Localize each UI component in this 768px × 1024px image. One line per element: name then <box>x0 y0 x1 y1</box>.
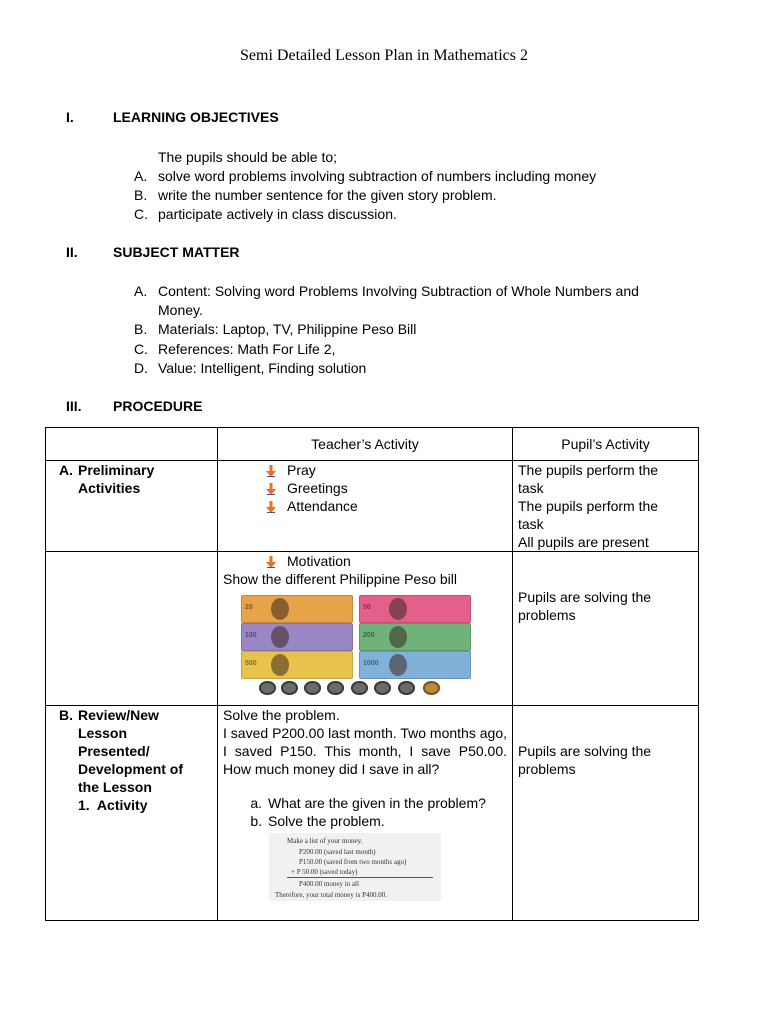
pupil-line: The pupils perform the <box>518 498 659 514</box>
worksheet-sum-rule <box>287 877 433 878</box>
label-line: Activities <box>78 480 141 496</box>
arrow-bullet-icon <box>266 465 276 477</box>
subject-marker: A. <box>134 283 148 299</box>
label-line: Lesson <box>78 725 128 741</box>
list-item <box>287 497 507 515</box>
table-row <box>46 706 699 921</box>
pupil-line: task <box>518 516 544 532</box>
bill-portrait <box>271 654 289 676</box>
pupil-line: problems <box>518 607 576 623</box>
subject-marker: D. <box>134 360 148 376</box>
question-text: What are the given in the problem? <box>268 795 486 811</box>
worksheet-image <box>269 833 441 901</box>
subject-item: References: Math For Life 2, <box>158 341 336 357</box>
section-number-subject: II. <box>66 244 78 260</box>
peso-bill <box>359 651 471 679</box>
peso-bill <box>241 651 353 679</box>
list-item <box>287 461 507 479</box>
list-item <box>223 812 507 830</box>
section-title-subject: SUBJECT MATTER <box>113 244 240 260</box>
label-line: Preliminary <box>78 462 155 478</box>
bill-value: 20 <box>245 604 253 611</box>
worksheet-line: + P 50.00 (saved today) <box>291 868 358 876</box>
table-row <box>46 552 699 706</box>
arrow-bullet-icon <box>266 556 276 568</box>
arrow-bullet-icon <box>266 501 276 513</box>
motivation-text: Show the different Philippine Peso bill <box>223 571 458 587</box>
list-item <box>287 552 507 570</box>
objective-item: write the number sentence for the given story problem. <box>158 187 497 203</box>
problem-statement: I saved P200.00 last month. Two months ago, I saved P150. This month, I save P50.00. How much money did I save in all? <box>223 725 507 777</box>
question-marker: a. <box>250 795 262 811</box>
subject-item-continued: Money. <box>158 302 203 318</box>
peso-coin <box>259 681 276 695</box>
subject-item: Content: Solving word Problems Involving Subtraction of Whole Numbers and <box>158 283 639 299</box>
list-item <box>223 794 507 812</box>
pupil-line: All pupils are present <box>518 534 649 550</box>
teacher-bullet-list <box>223 552 507 570</box>
worksheet-line: Therefore, your total money is P400.00. <box>275 891 387 899</box>
worksheet-line: P200.00 (saved last month) <box>299 848 376 856</box>
pupil-activity-cell <box>513 706 699 921</box>
teacher-activity-cell <box>218 552 513 706</box>
bill-portrait <box>389 598 407 620</box>
subject-marker: B. <box>134 321 148 337</box>
teacher-activity-cell <box>218 461 513 552</box>
peso-coin <box>281 681 298 695</box>
pupil-line: Pupils are solving the <box>518 743 652 759</box>
objective-item: solve word problems involving subtraction of numbers including money <box>158 168 597 184</box>
subject-item: Value: Intelligent, Finding solution <box>158 360 367 376</box>
table-header-row <box>46 428 699 461</box>
bullet-text: Pray <box>287 462 316 478</box>
bullet-text: Greetings <box>287 480 348 496</box>
pupil-line: The pupils perform the <box>518 462 659 478</box>
objectives-intro: The pupils should be able to; <box>158 149 338 165</box>
pupil-line: problems <box>518 761 576 777</box>
peso-coin <box>423 681 440 695</box>
objective-marker: A. <box>134 168 148 184</box>
subject-marker: C. <box>134 341 148 357</box>
section-number-procedure: III. <box>66 398 82 414</box>
peso-coin <box>327 681 344 695</box>
section-number-objectives: I. <box>66 109 74 125</box>
question-marker: b. <box>250 813 262 829</box>
bullet-text: Motivation <box>287 553 351 569</box>
objective-marker: C. <box>134 206 148 222</box>
question-list <box>223 794 507 830</box>
peso-bill <box>241 623 353 651</box>
bill-portrait <box>389 654 407 676</box>
worksheet-line: Make a list of your money. <box>287 837 363 845</box>
row-label-cell <box>46 706 218 921</box>
subject-item: Materials: Laptop, TV, Philippine Peso Bill <box>158 321 417 337</box>
table-row <box>46 461 699 552</box>
pupil-activity-cell <box>513 461 699 552</box>
worksheet-line: P150.00 (saved from two months ago) <box>299 858 407 866</box>
peso-coin <box>374 681 391 695</box>
row-label <box>51 461 212 497</box>
objective-marker: B. <box>134 187 148 203</box>
row-label-marker: A. <box>59 462 73 478</box>
peso-coin <box>351 681 368 695</box>
peso-coin <box>304 681 321 695</box>
bill-portrait <box>271 598 289 620</box>
bill-portrait <box>389 626 407 648</box>
worksheet-line: P400.00 money in all <box>299 880 359 888</box>
list-item <box>287 479 507 497</box>
bill-portrait <box>271 626 289 648</box>
pupil-activity-cell <box>513 552 699 706</box>
objective-item: participate actively in class discussion. <box>158 206 397 222</box>
question-text: Solve the problem. <box>268 813 385 829</box>
section-title-objectives: LEARNING OBJECTIVES <box>113 109 279 125</box>
peso-coin <box>398 681 415 695</box>
teacher-bullet-list <box>223 461 507 515</box>
header-teacher-activity: Teacher’s Activity <box>218 428 513 461</box>
bill-value: 1000 <box>363 660 379 667</box>
peso-bill <box>359 595 471 623</box>
arrow-bullet-icon <box>266 483 276 495</box>
label-sub-item: 1. Activity <box>78 797 148 813</box>
row-label-text <box>78 706 183 814</box>
row-label-cell-empty <box>46 552 218 706</box>
row-label-marker: B. <box>59 707 73 723</box>
label-line: the Lesson <box>78 779 152 795</box>
row-label-cell <box>46 461 218 552</box>
pupil-line: task <box>518 480 544 496</box>
bill-value: 100 <box>245 632 257 639</box>
document-title: Semi Detailed Lesson Plan in Mathematics 2 <box>240 47 528 64</box>
row-label-text <box>78 461 154 497</box>
peso-bills-image <box>241 595 473 705</box>
procedure-table <box>45 427 699 921</box>
problem-heading: Solve the problem. <box>223 707 340 723</box>
bill-value: 50 <box>363 604 371 611</box>
header-cell-empty <box>46 428 218 461</box>
pupil-line: Pupils are solving the <box>518 589 652 605</box>
label-line: Review/New <box>78 707 159 723</box>
bullet-text: Attendance <box>287 498 358 514</box>
header-pupil-activity: Pupil’s Activity <box>513 428 699 461</box>
bill-value: 200 <box>363 632 375 639</box>
label-line: Presented/ <box>78 743 150 759</box>
row-label <box>51 706 212 814</box>
bill-value: 500 <box>245 660 257 667</box>
section-title-procedure: PROCEDURE <box>113 398 203 414</box>
peso-bill <box>359 623 471 651</box>
peso-bill <box>241 595 353 623</box>
label-line: Development of <box>78 761 184 777</box>
teacher-activity-cell <box>218 706 513 921</box>
